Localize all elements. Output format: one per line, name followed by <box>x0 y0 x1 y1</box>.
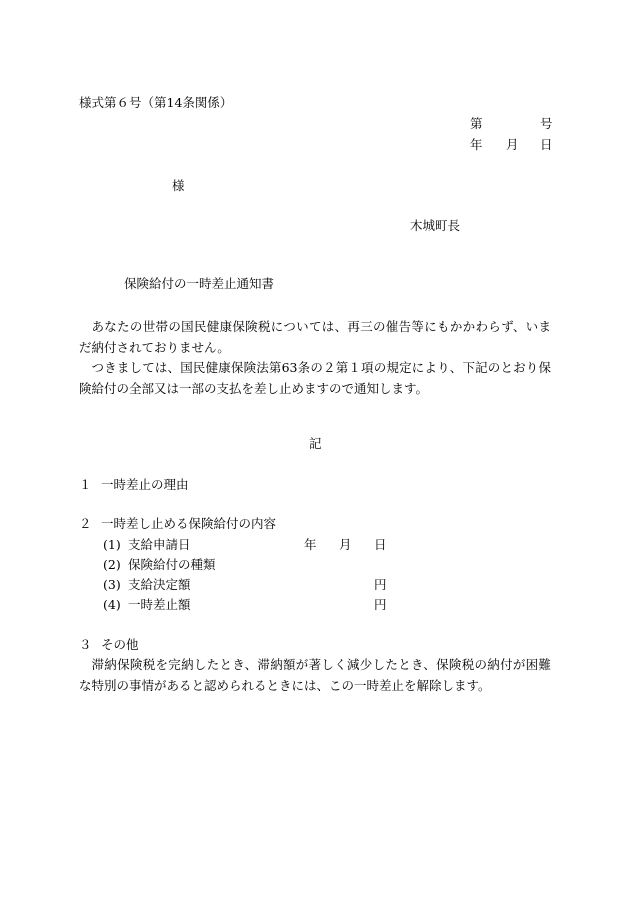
item-year: 年 <box>304 537 317 552</box>
item-month: 月 <box>339 537 352 552</box>
section-3-paragraph: 滞納保険税を完納したとき、滞納額が著しく減少したとき、保険税の納付が困難な特別の事情があると認められるときには、この一時差止を解除します。 <box>79 657 551 693</box>
addressee-suffix: 様 <box>172 178 185 193</box>
section-1-num: １ <box>79 477 92 492</box>
body-paragraph-1: あなたの世帯の国民健康保険税については、再三の催告等にもかかわらず、いまだ納付されておりません。 <box>79 319 551 355</box>
item-label: 保険給付の種類 <box>128 557 216 572</box>
section-2-num: ２ <box>79 516 92 531</box>
section-3-num: ３ <box>79 637 92 652</box>
ki-heading: 記 <box>309 436 322 451</box>
item-label: 支給決定額 <box>128 577 191 592</box>
section-3-text <box>79 655 551 696</box>
section-2-title: 一時差し止める保険給付の内容 <box>101 516 277 531</box>
date-day: 日 <box>540 137 553 152</box>
item-num: (4) <box>103 597 121 612</box>
item-num: (2) <box>103 557 121 572</box>
document-title: 保険給付の一時差止通知書 <box>124 276 275 291</box>
item-label: 支給申請日 <box>128 537 191 552</box>
number-go: 号 <box>540 116 553 131</box>
item-unit: 円 <box>374 597 387 612</box>
form-label: 様式第６号（第14条関係） <box>79 95 233 110</box>
item-num: (3) <box>103 577 121 592</box>
issuer: 木城町長 <box>410 218 461 233</box>
section-1-title: 一時差止の理由 <box>101 477 189 492</box>
item-unit: 円 <box>374 577 387 592</box>
item-day: 日 <box>374 537 387 552</box>
item-num: (1) <box>103 537 121 552</box>
item-label: 一時差止額 <box>128 597 191 612</box>
body-paragraph-2: つきましては、国民健康保険法第63条の２第１項の規定により、下記のとおり保険給付の全部又は一部の支払を差し止めますので通知します。 <box>79 360 551 396</box>
number-dai: 第 <box>470 116 483 131</box>
body-text <box>79 317 551 399</box>
section-3-title: その他 <box>101 637 139 652</box>
date-month: 月 <box>506 137 519 152</box>
date-year: 年 <box>470 137 483 152</box>
